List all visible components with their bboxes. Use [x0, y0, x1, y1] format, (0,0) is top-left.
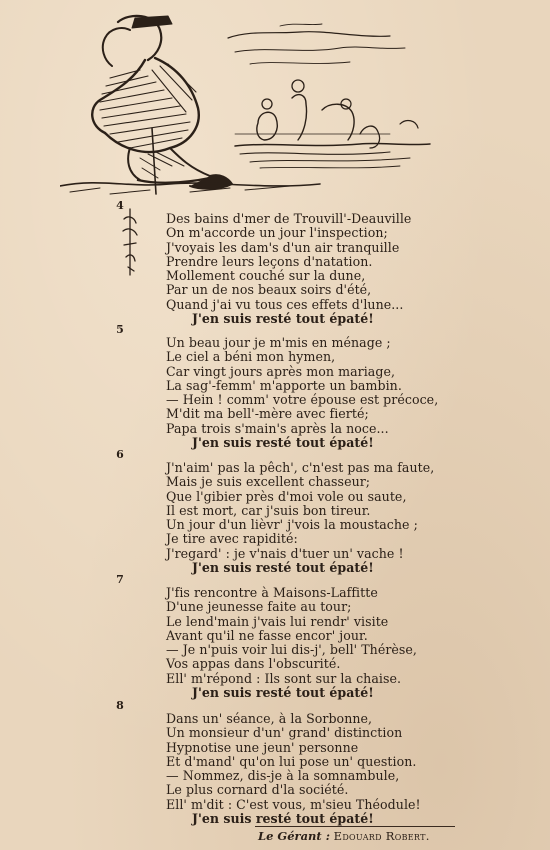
stanza-number: 4 [116, 199, 124, 212]
verse-line: Ell' m'répond : Ils sont sur la chaise. [166, 670, 402, 686]
verse-line: Un monsieur d'un' grand' distinction [166, 725, 403, 741]
verse-line: On m'accorde un jour l'inspection; [166, 225, 388, 241]
verse-line: J'fis rencontre à Maisons-Laffitte [166, 585, 378, 600]
refrain-line: J'en suis resté tout épaté! [192, 311, 374, 327]
verse-line: Mais je suis excellent chasseur; [166, 474, 371, 490]
verse-line: Le ciel a béni mon hymen, [166, 349, 336, 365]
stanza-number: 8 [116, 699, 124, 712]
verse-line: — Nommez, dis-je à la somnambule, [166, 768, 400, 784]
refrain-line: J'en suis resté tout épaté! [192, 435, 374, 451]
verse-line: D'une jeunesse faite au tour; [166, 599, 352, 615]
verse-line: Le plus cornard d'la société. [166, 782, 349, 798]
footer-role: Le Gérant : [258, 829, 330, 843]
verse-line: Et d'mand' qu'on lui pose un' question. [166, 753, 417, 769]
stanza-4 [166, 212, 536, 326]
verse-line: Car vingt jours après mon mariage, [166, 363, 396, 379]
footer-name: Edouard Robert. [333, 829, 430, 843]
stanza-8 [166, 712, 536, 826]
verse-line: Vos appas dans l'obscurité. [166, 656, 341, 672]
stanza-number: 5 [116, 323, 124, 336]
small-figure-sketch-icon [118, 205, 144, 280]
verse-line: Je tire avec rapidité: [166, 531, 298, 547]
verse-line: Papa trois s'main's après la noce... [166, 420, 389, 436]
verse-line: Que l'gibier près d'moi vole ou saute, [166, 488, 407, 504]
footer-divider [255, 826, 455, 827]
stanza-number: 6 [116, 448, 124, 461]
verse-line: La sag'-femm' m'apporte un bambin. [166, 377, 402, 393]
verse-line: Le lend'main j'vais lui rendr' visite [166, 613, 389, 629]
refrain-line: J'en suis resté tout épaté! [192, 685, 374, 701]
verse-line: — Je n'puis voir lui dis-j', bell' Thérèse, [166, 642, 417, 658]
stanza-6 [166, 461, 536, 575]
stanza-5 [166, 336, 536, 450]
verse-line: Ell' m'dit : C'est vous, m'sieu Théodule! [166, 796, 421, 812]
verse-line: Des bains d'mer de Trouvill'-Deauville [166, 211, 412, 226]
stanza-number: 7 [116, 573, 124, 586]
verse-line: M'dit ma bell'-mère avec fierté; [166, 406, 369, 422]
verse-line: — Hein ! comm' votre épouse est précoce, [166, 392, 439, 408]
verse-line: Par un de nos beaux soirs d'été, [166, 282, 372, 298]
verse-line: Avant qu'il ne fasse encor' jour. [166, 627, 368, 643]
verse-line: Un beau jour je m'mis en ménage ; [166, 335, 391, 350]
verse-line: J'regard' : je v'nais d'tuer un' vache ! [166, 545, 404, 561]
stanza-7 [166, 586, 536, 700]
verse-line: Il est mort, car j'suis bon tireur. [166, 502, 371, 518]
verse-line: Dans un' séance, à la Sorbonne, [166, 711, 373, 726]
verse-line: Quand j'ai vu tous ces effets d'lune... [166, 296, 404, 312]
verse-line: Un jour d'un lièvr' j'vois la moustache ; [166, 517, 418, 533]
verse-line: J'n'aim' pas la pêch', c'n'est pas ma faute, [166, 460, 435, 475]
refrain-line: J'en suis resté tout épaté! [192, 811, 374, 827]
refrain-line: J'en suis resté tout épaté! [192, 560, 374, 576]
beach-scene-illustration-icon [60, 8, 440, 196]
footer-signature [258, 829, 430, 843]
verse-line: J'voyais les dam's d'un air tranquille [166, 239, 400, 255]
verse-line: Prendre leurs leçons d'natation. [166, 253, 373, 269]
verse-line: Mollement couché sur la dune, [166, 268, 366, 284]
verse-line: Hypnotise une jeun' personne [166, 739, 359, 755]
